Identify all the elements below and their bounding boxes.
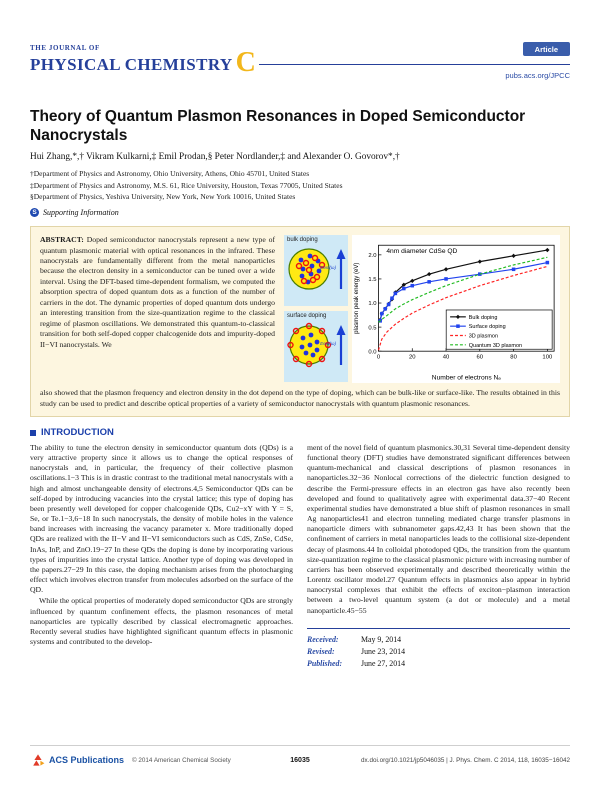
abstract-text-continued: also showed that the plasmon frequency and electron density in the dot depend on the type of doping, which can be bulk-like or surface-like. The results obtained in this study can be used to predict and describe optical properties of a variety of semiconductor nanocrystals with quantum plasmonic resonances. [40, 388, 560, 408]
revised-label: Revised: [307, 646, 335, 656]
doi-citation: dx.doi.org/10.1021/jp5046035 | J. Phys. Chem. C 2014, 118, 16035−16042 [361, 756, 570, 764]
surface-doping-panel [284, 311, 348, 382]
svg-text:Surface doping: Surface doping [468, 324, 506, 331]
bulk-doping-panel [284, 235, 348, 306]
surface-doping-label: surface doping [287, 313, 327, 320]
bulk-doping-label: bulk doping [287, 237, 318, 244]
acs-logo-icon [30, 753, 46, 767]
svg-text:20: 20 [408, 354, 416, 361]
svg-text:1.5: 1.5 [368, 277, 377, 284]
page-title: Theory of Quantum Plasmon Resonances in Doped Semiconductor Nanocrystals [30, 108, 526, 144]
acs-logo-text: ACS Publications [49, 755, 125, 765]
svg-text:80: 80 [510, 354, 517, 361]
field-arrow-icon [335, 323, 347, 369]
affiliation-1: †Department of Physics and Astronomy, Ohio University, Athens, Ohio 45701, United States [30, 169, 310, 179]
right-column [307, 443, 570, 670]
received-label: Received: [307, 634, 339, 644]
revised-date: June 23, 2014 [361, 646, 406, 656]
section-square-icon [30, 430, 36, 436]
body-paragraph: While the optical properties of moderately doped semiconductor QDs are strongly influenced by quantum confinement effects, the plasmon resonances of metal nanoparticles are typically described by classical electromagnetic approaches. Recently several studies have highlighted significant quantum effects in plasmonic systems and contributed to the develop- [30, 596, 293, 646]
journal-url-link[interactable]: pubs.acs.org/JPCC [505, 71, 570, 80]
svg-text:60: 60 [476, 354, 484, 361]
abstract-body: Doped semiconductor nanocrystals represent a new type of quantum plasmonic material with optical resonances in the infrared. These nanocrystals are fundamentally different from the metal nanoparticles because the electron density in a semiconductor can be tuned over a wide interval. Using the DFT-based time-dependent formalism, we computed the absorption spectra of doped quantum dots as a function of the number of carriers in the dot. The dynamic properties of doped quantum dots undergo an interesting transition from the size-quantization regime to the classical regime of plasmon oscillations. We demonstrated this quantum-to-classical transition for both self-doped copper chalcogenide dots and impurity-doped II−VI nanocrystals. We [40, 235, 276, 349]
journal-letter-c: C [235, 47, 256, 78]
supporting-information-link[interactable] [30, 208, 570, 217]
page-footer [30, 745, 570, 767]
affiliation-3: §Department of Physics, Yeshiva University, New York, New York 10016, United States [30, 192, 296, 202]
abstract-box [30, 226, 570, 417]
field-arrow-icon [335, 247, 347, 293]
body-paragraph: The ability to tune the electron density in semiconductor quantum dots (QDs) is a very attractive property since it allows us to change the optical responses of nanocrystals and, in particular, the frequency of their collective plasmon oscillations.1−3 This is in drastic contrast to the traditional metal nanocrystals with a high and almost unchangeable density of electrons.4,5 Semiconductor QDs can be self-doped by introducing vacancies into the crystal lattice; this type of doping has been presently well developed for copper chalcogenide QDs, Cu2−xY with Y = S, Se, or Te.1−3,6−18 In such nanocrystals, the density of mobile holes in the valence band increases with increasing the vacancy parameter x. More traditionally doped QDs are realized with the II−V and II−VI semiconductors such as CdS, ZnSe, CdSe, InAs, InP, and ZnO.19−27 In these QDs the doping is done by incorporating various types of impurities into the crystal lattice. Another type of doping was developed in the papers.27−29 In this case, the doping mechanism arises from the photocharging effect which involves electron transfer from molecules adsorbed on the surface of the QD. [30, 443, 293, 595]
abstract-text [40, 235, 275, 383]
abstract-graphic [284, 235, 560, 383]
svg-text:Quantum 3D plasmon: Quantum 3D plasmon [468, 342, 523, 349]
received-date: May 9, 2014 [361, 634, 402, 644]
external-field-label: Eext(ω) [320, 341, 336, 347]
masthead-rule [259, 64, 570, 65]
supporting-info-label: Supporting Information [43, 208, 119, 218]
received-dates-block [307, 628, 570, 671]
journal-masthead [30, 44, 570, 98]
article-body [30, 443, 570, 670]
acs-publications-logo [30, 753, 124, 767]
svg-text:40: 40 [442, 354, 450, 361]
supporting-info-icon: S [30, 208, 39, 217]
page-number: 16035 [290, 756, 310, 764]
abstract-chart [352, 235, 560, 383]
published-date: June 27, 2014 [361, 659, 406, 669]
published-label: Published: [307, 659, 343, 669]
author-line: Hui Zhang,*,† Vikram Kulkarni,‡ Emil Prodan,§ Peter Nordlander,‡ and Alexander O. Govorov*,† [30, 152, 400, 163]
body-paragraph: ment of the novel field of quantum plasmonics.30,31 Several time-dependent density functional theory (DFT) studies have demonstrated significant differences between quantum-mechanical and classical descriptions of plasmon resonances in nanoparticles.32−36 Nonlocal corrections of the dielectric function designed to describe the Fermi-pressure effects in an electron gas have also recently been developed and found to qualitatively agree with experimental data.37−40 Recent experimental studies have demonstrated a blue shift of plasmon resonances in small Ag nanoparticles41 and electron tunneling mediated charge transfer plasmons in nanoparticle dimers with subnanometer gaps.42,43 It has been shown that the confinement of carriers in metal nanoparticles leads to the collisional size-dependent decay of plasmons.44 In colloidal photodoped QDs, the transition from the quantum size-quantization regime to the classical plasmonic picture with increasing number of carriers has been observed experimentally and described theoretically within the Lorentz oscillator model.27 Quantum effects in plasmonics also appear in hybrid nanocrystal complexes that exhibit the effects of exciton−plasmon interaction between a two-level quantum system (a dot or molecule) and a metal nanoparticle.45−55 [307, 443, 570, 615]
section-heading-introduction [30, 427, 570, 438]
external-field-label: Eext(ω) [320, 265, 336, 271]
svg-text:4nm diameter CdSe QD: 4nm diameter CdSe QD [386, 248, 458, 256]
section-heading-label: INTRODUCTION [41, 427, 114, 438]
svg-text:plasmon peak energy (eV): plasmon peak energy (eV) [352, 262, 360, 334]
affiliation-2: ‡Department of Physics and Astronomy, M.S. 61, Rice University, Houston, Texas 77005, United States [30, 180, 343, 190]
svg-text:2.0: 2.0 [368, 253, 377, 260]
svg-text:Number of electrons Nₑ: Number of electrons Nₑ [431, 374, 501, 382]
copyright-text: © 2014 American Chemical Society [132, 756, 231, 764]
svg-text:0: 0 [376, 354, 381, 361]
svg-text:3D plasmon: 3D plasmon [468, 333, 499, 340]
svg-text:0.5: 0.5 [368, 325, 377, 332]
svg-text:1.0: 1.0 [368, 301, 377, 308]
journal-of-text: THE JOURNAL OF [30, 44, 100, 52]
abstract-label: ABSTRACT: [40, 235, 84, 245]
left-column [30, 443, 293, 670]
article-type-badge: Article [523, 42, 570, 56]
svg-text:100: 100 [542, 354, 553, 361]
svg-text:Bulk doping: Bulk doping [468, 314, 498, 321]
svg-text:0.0: 0.0 [368, 349, 377, 356]
affiliations [30, 168, 570, 203]
journal-name: PHYSICAL CHEMISTRY [30, 55, 233, 74]
